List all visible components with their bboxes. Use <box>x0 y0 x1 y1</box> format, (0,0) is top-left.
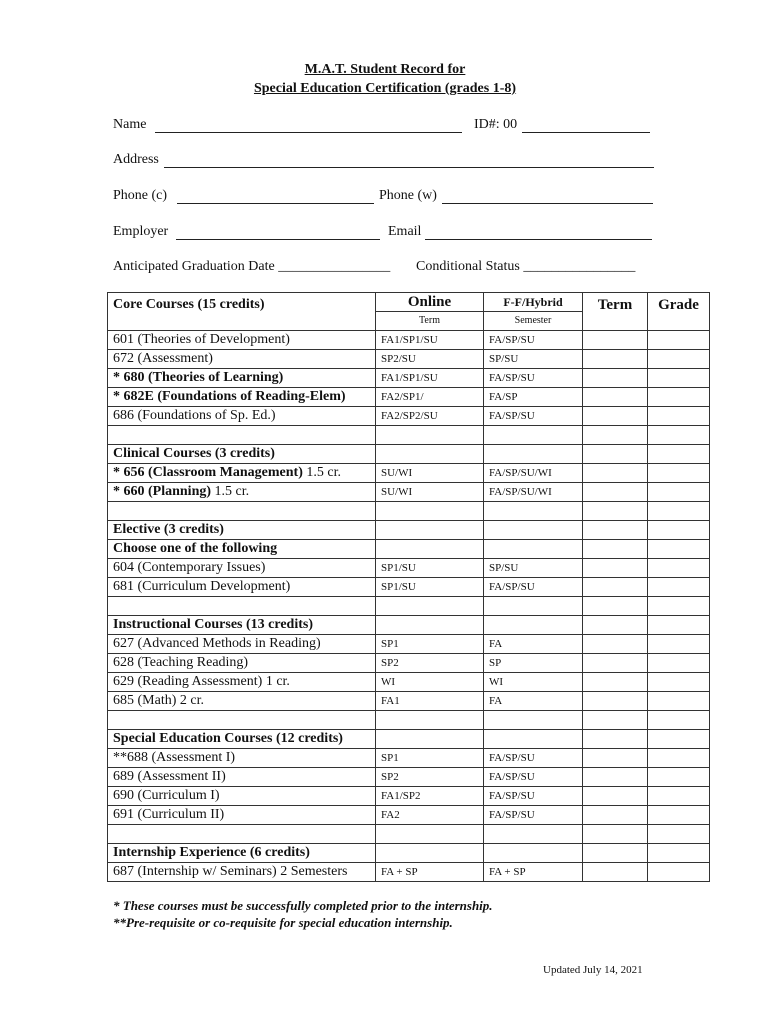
ff-semester: SP/SU <box>484 350 583 369</box>
grade-cell[interactable] <box>648 350 710 369</box>
table-row <box>108 483 710 502</box>
table-row <box>108 464 710 483</box>
term-cell[interactable] <box>583 331 648 350</box>
course-label: 681 (Curriculum Development) <box>108 578 376 597</box>
online-term: FA1/SP1/SU <box>376 331 484 350</box>
online-term: FA1/SP2 <box>376 787 484 806</box>
table-row <box>108 407 710 426</box>
ff-semester: FA/SP/SU <box>484 578 583 597</box>
grade-cell[interactable] <box>648 635 710 654</box>
course-label: 686 (Foundations of Sp. Ed.) <box>108 407 376 426</box>
grade-cell[interactable] <box>648 331 710 350</box>
ff-semester: SP <box>484 654 583 673</box>
elective-subheader: Choose one of the following <box>108 540 376 559</box>
address-field[interactable] <box>164 167 654 168</box>
section-header-row <box>108 730 710 749</box>
online-header: Online <box>376 293 484 312</box>
online-term: FA + SP <box>376 863 484 882</box>
ff-semester: FA/SP/SU <box>484 787 583 806</box>
section-subheader-row <box>108 540 710 559</box>
course-label: 604 (Contemporary Issues) <box>108 559 376 578</box>
table-row <box>108 787 710 806</box>
course-label: 601 (Theories of Development) <box>108 331 376 350</box>
course-label-bold: * 660 (Planning) <box>113 484 212 499</box>
phone-cell-field[interactable] <box>177 203 374 204</box>
grade-cell[interactable] <box>648 768 710 787</box>
online-term: SU/WI <box>376 464 484 483</box>
address-label: Address <box>113 152 159 167</box>
ff-semester: FA/SP/SU <box>484 806 583 825</box>
ff-semester: FA/SP/SU/WI <box>484 483 583 502</box>
phone-cell-label: Phone (c) <box>113 188 168 203</box>
section-header-row <box>108 616 710 635</box>
term-cell[interactable] <box>583 388 648 407</box>
grade-cell[interactable] <box>648 692 710 711</box>
ff-semester: FA/SP/SU <box>484 768 583 787</box>
table-header-row <box>108 293 710 312</box>
table-row <box>108 673 710 692</box>
section-header-row <box>108 445 710 464</box>
ff-semester: FA/SP/SU <box>484 407 583 426</box>
title-line-2: Special Education Certification (grades 1-8) <box>253 81 517 96</box>
title-line-1: M.A.T. Student Record for <box>304 62 466 77</box>
id-label: ID#: 00 <box>474 117 518 132</box>
name-field[interactable] <box>155 132 462 133</box>
spacer-row <box>108 426 710 445</box>
term-cell[interactable] <box>583 407 648 426</box>
ff-semester: FA + SP <box>484 863 583 882</box>
anticipated-graduation-label: Anticipated Graduation Date ________________ <box>113 259 391 274</box>
grade-cell[interactable] <box>648 806 710 825</box>
course-label: 691 (Curriculum II) <box>108 806 376 825</box>
course-label: 629 (Reading Assessment) 1 cr. <box>108 673 376 692</box>
id-field[interactable] <box>522 132 650 133</box>
term-cell[interactable] <box>583 806 648 825</box>
term-cell[interactable] <box>583 768 648 787</box>
grade-cell[interactable] <box>648 787 710 806</box>
table-row <box>108 578 710 597</box>
grade-header: Grade <box>648 293 710 331</box>
course-label: 627 (Advanced Methods in Reading) <box>108 635 376 654</box>
course-label-bold: * 656 (Classroom Management) <box>113 465 303 480</box>
table-row <box>108 806 710 825</box>
term-cell[interactable] <box>583 863 648 882</box>
table-row <box>108 369 710 388</box>
table-row <box>108 331 710 350</box>
grade-cell[interactable] <box>648 578 710 597</box>
term-cell[interactable] <box>583 692 648 711</box>
term-cell[interactable] <box>583 578 648 597</box>
grade-cell[interactable] <box>648 673 710 692</box>
term-cell[interactable] <box>583 483 648 502</box>
ff-semester: FA <box>484 635 583 654</box>
ff-semester: FA/SP/SU <box>484 331 583 350</box>
term-cell[interactable] <box>583 749 648 768</box>
grade-cell[interactable] <box>648 749 710 768</box>
term-header: Term <box>583 293 648 331</box>
online-term: SU/WI <box>376 483 484 502</box>
term-cell[interactable] <box>583 787 648 806</box>
instructional-courses-header: Instructional Courses (13 credits) <box>108 616 376 635</box>
spacer-row <box>108 711 710 730</box>
online-term: FA1 <box>376 692 484 711</box>
online-term: FA1/SP1/SU <box>376 369 484 388</box>
email-label: Email <box>388 224 422 239</box>
course-label <box>108 483 376 502</box>
updated-date: Updated July 14, 2021 <box>543 964 643 976</box>
online-term: FA2/SP1/ <box>376 388 484 407</box>
table-row <box>108 768 710 787</box>
online-term: SP2 <box>376 654 484 673</box>
table-row <box>108 863 710 882</box>
course-label: * 680 (Theories of Learning) <box>108 369 376 388</box>
grade-cell[interactable] <box>648 464 710 483</box>
ff-semester: FA/SP/SU <box>484 749 583 768</box>
table-row <box>108 635 710 654</box>
special-education-courses-header: Special Education Courses (12 credits) <box>108 730 376 749</box>
internship-header: Internship Experience (6 credits) <box>108 844 376 863</box>
course-label: 687 (Internship w/ Seminars) 2 Semesters <box>108 863 376 882</box>
grade-cell[interactable] <box>648 654 710 673</box>
course-label: * 682E (Foundations of Reading-Elem) <box>108 388 376 407</box>
table-row <box>108 388 710 407</box>
table-row <box>108 692 710 711</box>
table-row <box>108 749 710 768</box>
online-term-subheader: Term <box>376 312 484 331</box>
phone-work-field[interactable] <box>442 203 653 204</box>
section-header-row <box>108 844 710 863</box>
table-row <box>108 350 710 369</box>
ff-semester: FA <box>484 692 583 711</box>
grade-cell[interactable] <box>648 369 710 388</box>
ff-semester: WI <box>484 673 583 692</box>
phone-work-label: Phone (w) <box>379 188 437 203</box>
course-label-credits: 1.5 cr. <box>302 465 341 480</box>
course-label: 685 (Math) 2 cr. <box>108 692 376 711</box>
ff-semester: FA/SP <box>484 388 583 407</box>
online-term: SP1 <box>376 749 484 768</box>
grade-cell[interactable] <box>648 388 710 407</box>
ff-semester: FA/SP/SU/WI <box>484 464 583 483</box>
term-cell[interactable] <box>583 350 648 369</box>
term-cell[interactable] <box>583 464 648 483</box>
spacer-row <box>108 502 710 521</box>
spacer-row <box>108 597 710 616</box>
course-label: 690 (Curriculum I) <box>108 787 376 806</box>
employer-field[interactable] <box>176 239 380 240</box>
table-row <box>108 654 710 673</box>
grade-cell[interactable] <box>648 407 710 426</box>
grade-cell[interactable] <box>648 483 710 502</box>
elective-header: Elective (3 credits) <box>108 521 376 540</box>
ff-hybrid-header: F-F/Hybrid <box>484 293 583 312</box>
term-cell[interactable] <box>583 369 648 388</box>
term-cell[interactable] <box>583 673 648 692</box>
core-courses-header: Core Courses (15 credits) <box>108 293 376 331</box>
online-term: WI <box>376 673 484 692</box>
table-row <box>108 559 710 578</box>
grade-cell[interactable] <box>648 863 710 882</box>
name-label: Name <box>113 117 147 132</box>
online-term: SP2 <box>376 768 484 787</box>
online-term: SP1/SU <box>376 578 484 597</box>
course-label: 672 (Assessment) <box>108 350 376 369</box>
footnote-internship-prereq: * These courses must be successfully completed prior to the internship. <box>113 898 493 913</box>
ff-semester: SP/SU <box>484 559 583 578</box>
conditional-status-label: Conditional Status ________________ <box>416 259 636 274</box>
course-record-table <box>107 292 710 882</box>
spacer-row <box>108 825 710 844</box>
course-label: 628 (Teaching Reading) <box>108 654 376 673</box>
course-label: **688 (Assessment I) <box>108 749 376 768</box>
ff-semester-subheader: Semester <box>484 312 583 331</box>
term-cell[interactable] <box>583 559 648 578</box>
course-label <box>108 464 376 483</box>
ff-semester: FA/SP/SU <box>484 369 583 388</box>
term-cell[interactable] <box>583 635 648 654</box>
online-term: SP1 <box>376 635 484 654</box>
online-term: SP2/SU <box>376 350 484 369</box>
term-cell[interactable] <box>583 654 648 673</box>
course-label-credits: 1.5 cr. <box>211 484 250 499</box>
footnote-sped-prereq: **Pre-requisite or co-requisite for special education internship. <box>113 915 453 930</box>
section-header-row <box>108 521 710 540</box>
clinical-courses-header: Clinical Courses (3 credits) <box>108 445 376 464</box>
online-term: SP1/SU <box>376 559 484 578</box>
grade-cell[interactable] <box>648 559 710 578</box>
course-label: 689 (Assessment II) <box>108 768 376 787</box>
online-term: FA2 <box>376 806 484 825</box>
email-field[interactable] <box>425 239 652 240</box>
employer-label: Employer <box>113 224 169 239</box>
online-term: FA2/SP2/SU <box>376 407 484 426</box>
